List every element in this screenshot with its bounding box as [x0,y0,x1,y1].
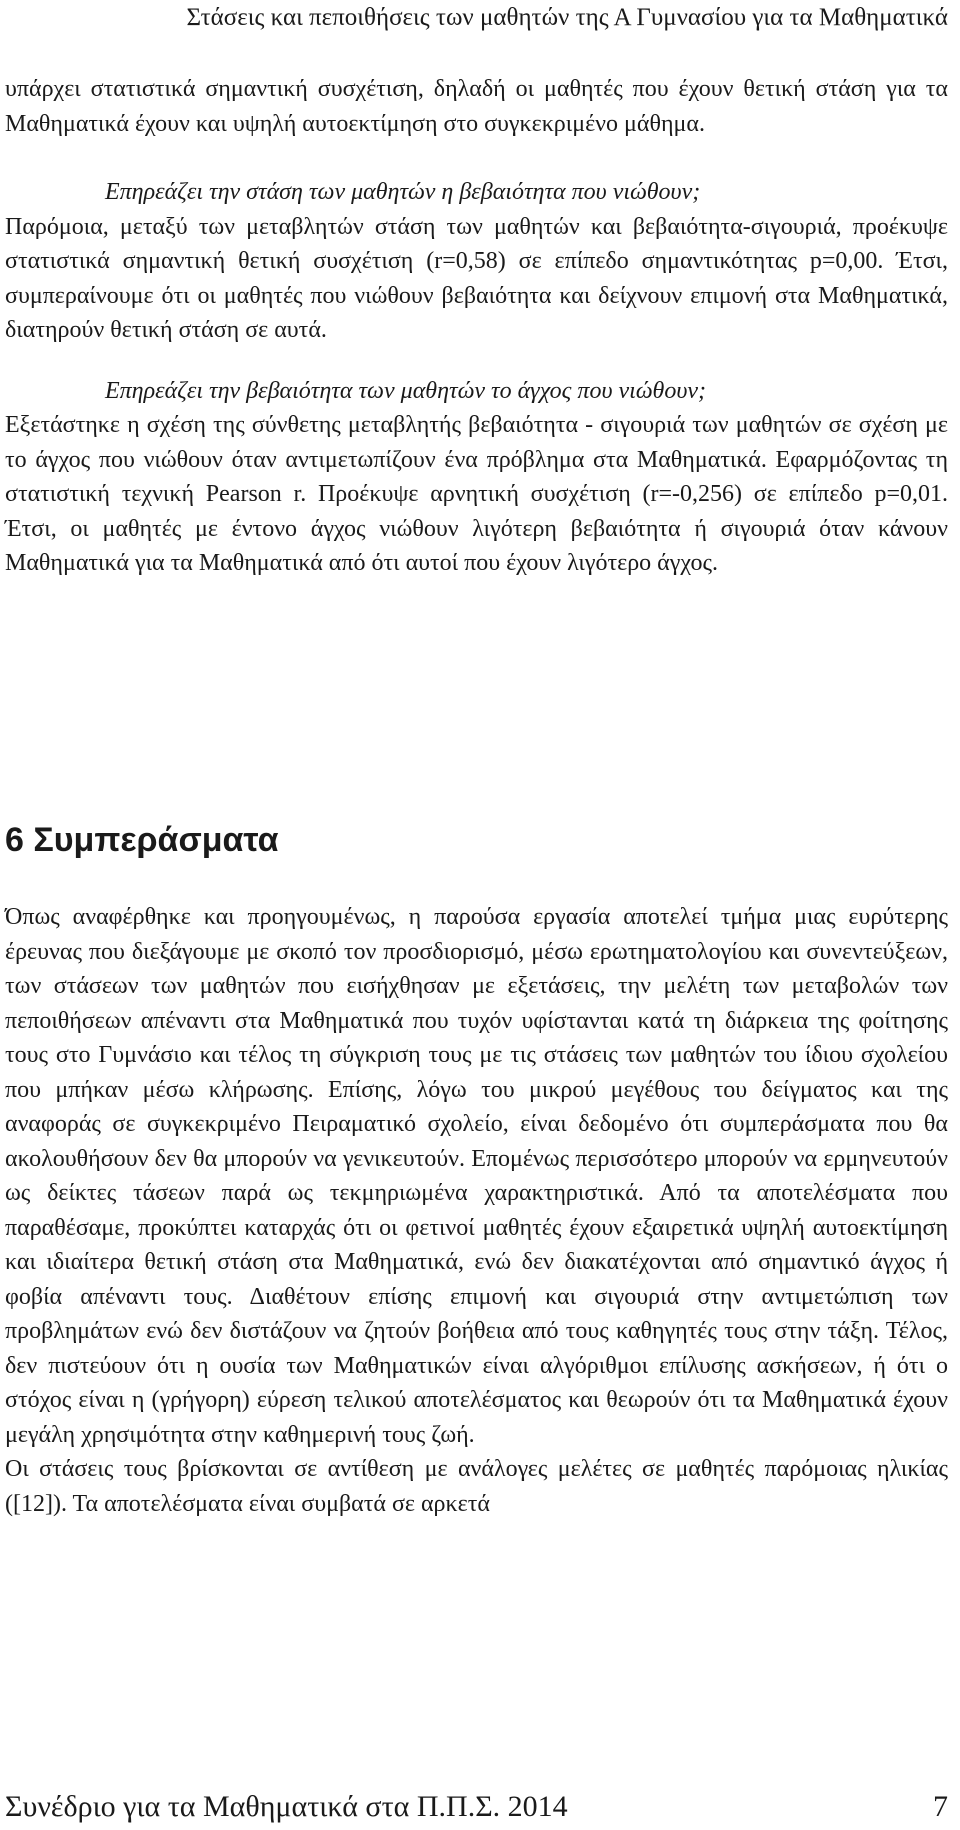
question-anxiety-confidence: Επηρεάζει την βεβαιότητα των μαθητών το άγχος που νιώθουν; [105,377,706,404]
running-header: Στάσεις και πεποιθήσεις των μαθητών της Α Γυμνασίου για τα Μαθηματικά [186,4,948,31]
question-confidence-attitude: Επηρεάζει την στάση των μαθητών η βεβαιότητα που νιώθουν; [105,179,701,205]
paragraph-self-esteem-conclusion: υπάρχει στατιστικά σημαντική συσχέτιση, δηλαδή οι μαθητές που έχουν θετική στάση για τα Μαθηματικά έχουν και υψηλή αυτοεκτίμηση στο συγκεκριμένο μάθημα. [5,76,948,137]
paragraph-conclusions-main: Όπως αναφέρθηκε και προηγουμένως, η παρούσα εργασία αποτελεί τμήμα μιας ευρύτερης έρευνας που διεξάγουμε με σκοπό τον προσδιορισμό, μέσω ερωτηματολογίου και συνεντεύξεων, των στάσεων των μαθητών που εισήχθησαν με εξετάσεις, την μελέτη των μεταβολών των πεποιθήσεων απέναντι στα Μαθηματικά που τυχόν υφίστανται κατά τη διάρκεια της φοίτησης τους στο Γυμνάσιο και τέλος τη σύγκριση τους με τις στάσεις των μαθητών του ίδιου σχολείου που μπήκαν μέσω κλήρωσης. Επίσης, λόγω του μικρού μεγέθους του δείγματος και της αναφοράς σε συγκεκριμένο Πειραματικό σχολείο, είναι δεδομένο ότι συμπεράσματα που θα ακολουθήσουν δεν θα μπορούν να γενικευτούν. Επομένως περισσότερο μπορούν να ερμηνευτούν ως δείκτες τάσεων παρά ως τεκμηριωμένα χαρακτηριστικά. Από τα αποτελέσματα που παραθέσαμε, προκύπτει καταρχάς ότι οι φετινοί μαθητές έχουν εξαιρετικά υψηλή αυτοεκτίμηση και ιδιαίτερα θετική στάση στα Μαθηματικά, ενώ δεν διακατέχονται από σημαντικό άγχος ή φοβία απέναντι τους. Διαθέτουν επίσης επιμονή και σιγουριά στην αντιμετώπιση των προβλημάτων ενώ δεν διστάζουν να ζητούν βοήθεια από τους καθηγητές τους στην τάξη. Τέλος, δεν πιστεύουν ότι η ουσία των Μαθηματικών είναι αλγόριθμοι επίλυσης ασκήσεων, ή ότι ο στόχος είναι η (γρήγορη) εύρεση τελικού αποτελέσματος και θεωρούν ότι τα Μαθηματικά έχουν μεγάλη χρησιμότητα στην καθημερινή τους ζωή. [5,904,948,1448]
paragraph-anxiety-confidence: Εξετάστηκε η σχέση της σύνθετης μεταβλητής βεβαιότητα - σιγουριά των μαθητών σε σχέση με το άγχος που νιώθουν όταν αντιμετωπίζουν ένα πρόβλημα στα Μαθηματικά. Εφαρμόζοντας τη στατιστική τεχνική Pearson r. Προέκυψε αρνητική συσχέτιση (r=-0,256) σε επίπεδο p=0,01. Έτσι, οι μαθητές με έντονο άγχος νιώθουν λιγότερη βεβαιότητα ή σιγουριά όταν κάνουν Μαθηματικά για τα Μαθηματικά από ότι αυτοί που έχουν λιγότερο άγχος. [5,412,948,576]
paragraph-conclusions-comparison: Οι στάσεις τους βρίσκονται σε αντίθεση με ανάλογες μελέτες σε μαθητές παρόμοιας ηλικίας ([12]). Τα αποτελέσματα είναι συμβατά σε αρκετά [5,1456,948,1517]
page-number: 7 [933,1790,948,1823]
page-footer [5,1790,948,1824]
paragraph-confidence-attitude: Παρόμοια, μεταξύ των μεταβλητών στάση των μαθητών και βεβαιότητα-σιγουριά, προέκυψε στατιστικά σημαντική θετική συσχέτιση (r=0,58) σε επίπεδο σημαντικότητας p=0,00. Έτσι, συμπεραίνουμε ότι οι μαθητές που νιώθουν βεβαιότητα και δείχνουν επιμονή στα Μαθηματικά, διατηρούν θετική στάση σε αυτά. [5,213,948,343]
section-heading-conclusions: 6 Συμπεράσματα [5,821,279,859]
conclusions-text [5,900,948,1521]
footer-conference-title: Συνέδριο για τα Μαθηματικά στα Π.Π.Σ. 2014 [5,1790,568,1823]
results-text [5,72,948,581]
